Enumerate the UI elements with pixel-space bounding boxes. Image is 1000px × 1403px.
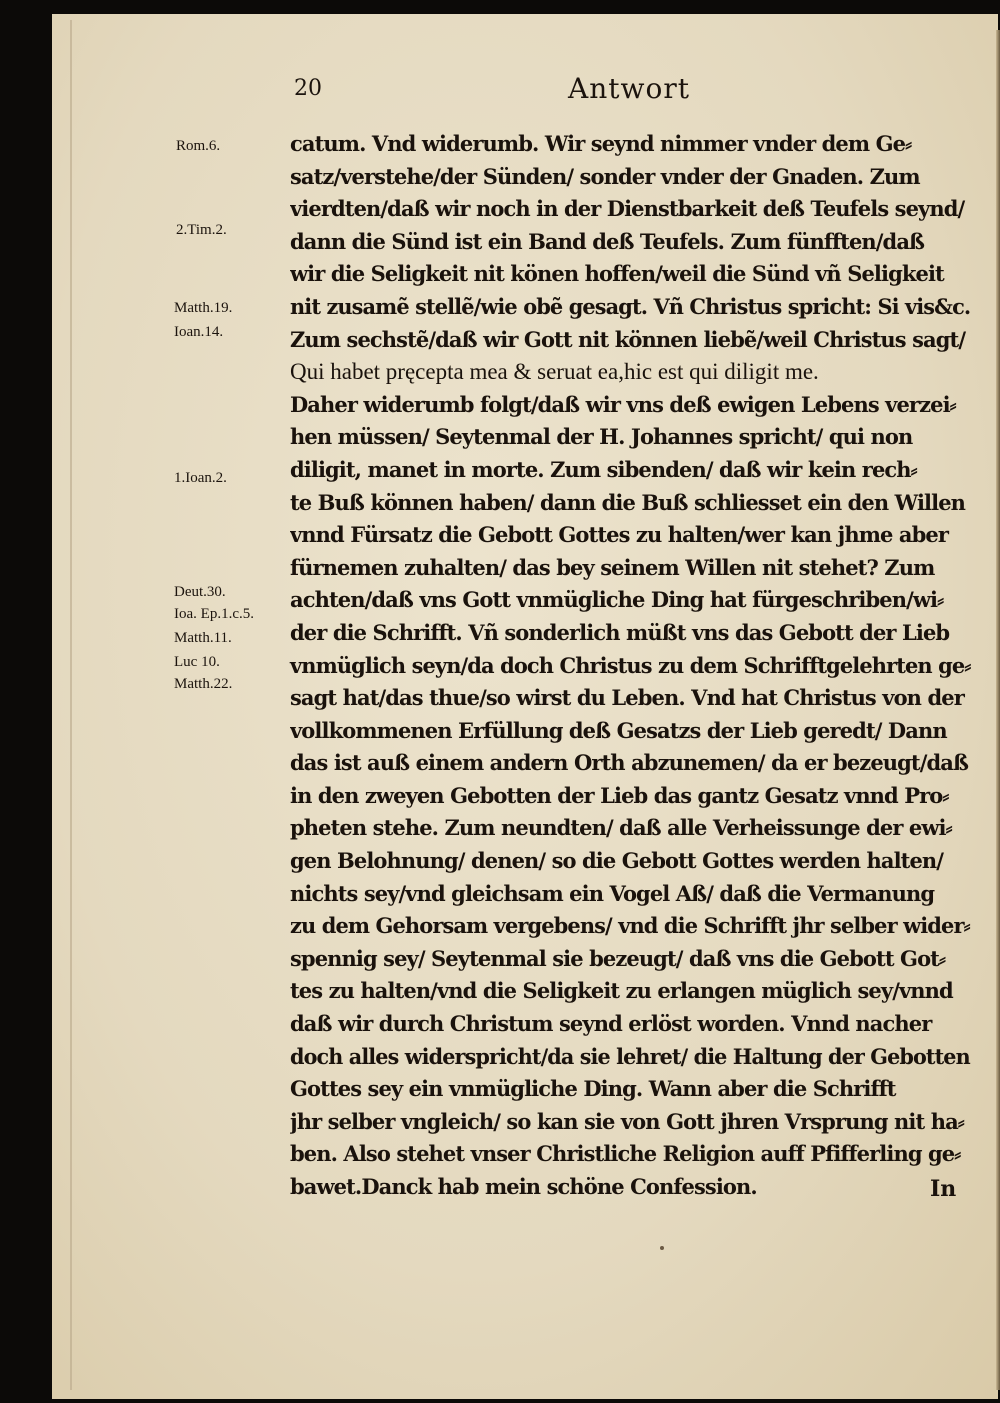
- text-line: gen Belohnung/ denen/ so die Gebott Gottes werden halten/: [290, 848, 944, 874]
- text-line: das ist auß einem andern Orth abzunemen/ da er bezeugt/daß: [290, 750, 969, 776]
- text-line: achten/daß vns Gott vnmügliche Ding hat fürgeschriben/wi⸗: [290, 587, 944, 613]
- text-line: Zum sechstẽ/daß wir Gott nit können liebẽ/weil Christus sagt/: [290, 326, 966, 352]
- text-line: der die Schrifft. Vñ sonderlich müßt vns das Gebott der Lieb: [290, 619, 950, 645]
- margin-note: 1.Ioan.2.: [174, 470, 227, 486]
- text-line: Daher widerumb folgt/daß wir vns deß ewigen Lebens verzei⸗: [290, 391, 956, 417]
- text-line: catum. Vnd widerumb. Wir seynd nimmer vnder dem Ge⸗: [290, 131, 912, 156]
- margin-note: Deut.30.: [174, 584, 226, 600]
- text-line: wir die Seligkeit nit könen hoffen/weil die Sünd vñ Seligkeit: [290, 261, 944, 287]
- margin-note: Ioa. Ep.1.c.5.: [174, 606, 254, 622]
- margin-note: 2.Tim.2.: [176, 222, 227, 238]
- text-line: vollkommenen Erfüllung deß Gesatzs der Lieb geredt/ Dann: [290, 717, 947, 743]
- text-line: Gottes sey ein vnmügliche Ding. Wann aber die Schrifft: [290, 1076, 896, 1102]
- body-text: [290, 128, 970, 1204]
- text-line: fürnemen zuhalten/ das bey seinem Willen nit stehet? Zum: [290, 554, 935, 580]
- margin-note: Ioan.14.: [174, 324, 224, 340]
- text-line: pheten stehe. Zum neundten/ daß alle Verheissunge der ewi⸗: [290, 815, 952, 841]
- margin-note: Matth.19.: [174, 300, 233, 316]
- page-number: 20: [294, 76, 322, 101]
- text-line: in den zweyen Gebotten der Lieb das gantz Gesatz vnnd Pro⸗: [290, 782, 949, 808]
- text-line: jhr selber vngleich/ so kan sie von Gott jhren Vrsprung nit ha⸗: [290, 1108, 964, 1134]
- running-head: Antwort: [568, 72, 690, 105]
- text-line: vnmüglich seyn/da doch Christus zu dem Schrifftgelehrten ge⸗: [290, 652, 971, 678]
- text-line: hen müssen/ Seytenmal der H. Johannes spricht/ qui non: [290, 424, 913, 450]
- text-line: te Buß können haben/ dann die Buß schliesset ein den Willen: [290, 489, 966, 515]
- margin-note: Rom.6.: [176, 138, 221, 154]
- text-line: zu dem Gehorsam vergebens/ vnd die Schrifft jhr selber wider⸗: [290, 913, 970, 939]
- text-line: bawet.Danck hab mein schöne Confession.: [290, 1174, 757, 1199]
- margin-note: Matth.22.: [174, 676, 233, 692]
- margin-note: Luc 10.: [174, 654, 220, 670]
- text-line: vierdten/daß wir noch in der Dienstbarkeit deß Teufels seynd/: [290, 196, 965, 222]
- margin-notes: [0, 0, 300, 1403]
- text-line: tes zu halten/vnd die Seligkeit zu erlangen müglich sey/vnnd: [290, 978, 953, 1004]
- text-line: diligit, manet in morte. Zum sibenden/ daß wir kein rech⸗: [290, 456, 917, 482]
- paper-speck: [660, 1246, 664, 1250]
- text-line: vnnd Fürsatz die Gebott Gottes zu halten/wer kan jhme aber: [290, 522, 949, 548]
- text-line: spennig sey/ Seytenmal sie bezeugt/ daß vns die Gebott Got⸗: [290, 945, 946, 971]
- text-line: nit zusamẽ stellẽ/wie obẽ gesagt. Vñ Christus spricht: Si vis&c.: [290, 293, 971, 319]
- text-line: sagt hat/das thue/so wirst du Leben. Vnd hat Christus von der: [290, 685, 964, 711]
- margin-note: Matth.11.: [174, 630, 232, 646]
- text-line: satz/verstehe/der Sünden/ sonder vnder der Gnaden. Zum: [290, 163, 920, 189]
- text-line: doch alles widerspricht/da sie lehret/ die Haltung der Gebotten: [290, 1043, 970, 1069]
- page-right-edge: [996, 30, 1000, 1390]
- catchword: In: [930, 1176, 957, 1202]
- text-line: dann die Sünd ist ein Band deß Teufels. Zum fünfften/daß: [290, 228, 925, 254]
- text-line: daß wir durch Christum seynd erlöst worden. Vnnd nacher: [290, 1011, 932, 1037]
- text-line: nichts sey/vnd gleichsam ein Vogel Aß/ daß die Vermanung: [290, 880, 935, 906]
- text-line: ben. Also stehet vnser Christliche Religion auff Pfifferling ge⸗: [290, 1141, 961, 1167]
- text-line: Qui habet pręcepta mea & seruat ea,hic est qui diligit me.: [290, 359, 819, 385]
